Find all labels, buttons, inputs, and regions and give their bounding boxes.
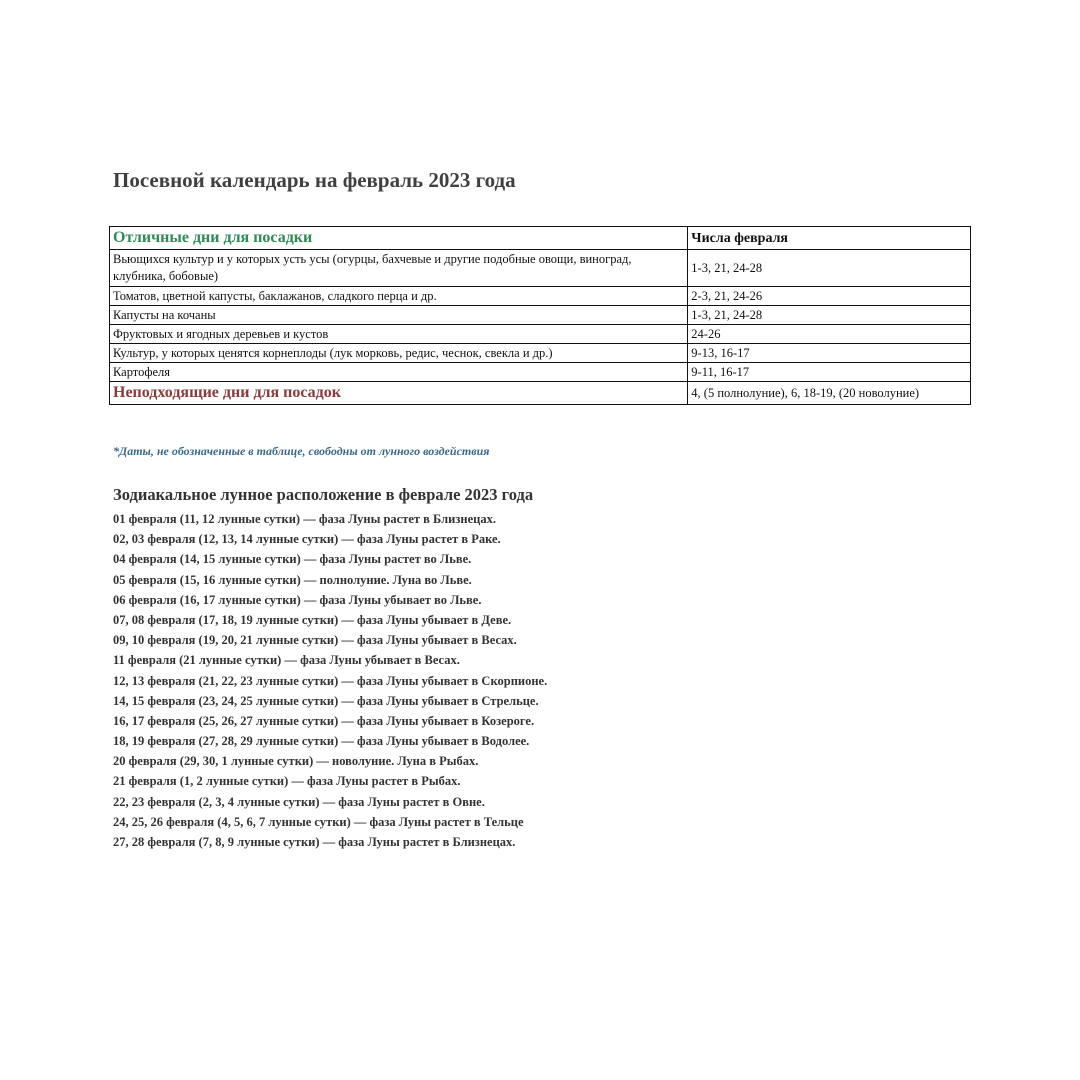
crop-cell: Томатов, цветной капусты, баклажанов, сладкого перца и др. <box>110 287 688 306</box>
table-row <box>110 250 971 287</box>
dates-cell: 1-3, 21, 24-28 <box>688 306 971 325</box>
crop-cell: Культур, у которых ценятся корнеплоды (лук морковь, редис, чеснок, свекла и др.) <box>110 344 688 363</box>
zodiac-section-title: Зодиакальное лунное расположение в феврале 2023 года <box>113 485 534 504</box>
list-item: 21 февраля (1, 2 лунные сутки) — фаза Луны растет в Рыбах. <box>113 774 461 789</box>
list-item: 22, 23 февраля (2, 3, 4 лунные сутки) — фаза Луны растет в Овне. <box>113 794 485 809</box>
table-row <box>110 363 971 382</box>
dates-cell: 2-3, 21, 24-26 <box>688 287 971 306</box>
crop-cell: Фруктовых и ягодных деревьев и кустов <box>110 325 688 344</box>
table-row <box>110 287 971 306</box>
list-item: 11 февраля (21 лунные сутки) — фаза Луны убывает в Весах. <box>113 653 460 668</box>
list-item: 20 февраля (29, 30, 1 лунные сутки) — новолуние. Луна в Рыбах. <box>113 754 479 769</box>
table-row <box>110 344 971 363</box>
sowing-calendar-table <box>109 226 971 405</box>
list-item: 09, 10 февраля (19, 20, 21 лунные сутки) — фаза Луны убывает в Весах. <box>113 633 517 648</box>
list-item: 05 февраля (15, 16 лунные сутки) — полнолуние. Луна во Льве. <box>113 572 472 587</box>
list-item: 04 февраля (14, 15 лунные сутки) — фаза Луны растет во Льве. <box>113 552 472 567</box>
list-item: 01 февраля (11, 12 лунные сутки) — фаза Луны растет в Близнецах. <box>113 512 496 526</box>
crop-cell: Вьющихся культур и у которых усть усы (огурцы, бахчевые и другие подобные овощи, виноград, клубника, бобовые) <box>110 250 688 287</box>
list-item: 27, 28 февраля (7, 8, 9 лунные сутки) — фаза Луны растет в Близнецах. <box>113 835 516 849</box>
table-row <box>110 325 971 344</box>
dates-cell: 9-13, 16-17 <box>688 344 971 363</box>
bad-days-dates-cell: 4, (5 полнолуние), 6, 18-19, (20 новолуние) <box>688 382 971 405</box>
crop-cell: Капусты на кочаны <box>110 306 688 325</box>
list-item: 07, 08 февраля (17, 18, 19 лунные сутки) — фаза Луны убывает в Деве. <box>113 612 512 627</box>
dates-heading-cell <box>688 227 971 250</box>
dates-cell: 9-11, 16-17 <box>688 363 971 382</box>
bad-days-heading: Неподходящие дни для посадок <box>113 384 341 401</box>
list-item: 16, 17 февраля (25, 26, 27 лунные сутки) — фаза Луны убывает в Козероге. <box>113 713 535 728</box>
list-item: 24, 25, 26 февраля (4, 5, 6, 7 лунные сутки) — фаза Луны растет в Тельце <box>113 814 524 829</box>
list-item: 02, 03 февраля (12, 13, 14 лунные сутки) — фаза Луны растет в Раке. <box>113 532 501 547</box>
list-item: 18, 19 февраля (27, 28, 29 лунные сутки) — фаза Луны убывает в Водолее. <box>113 734 530 749</box>
dates-heading: Числа февраля <box>691 230 789 246</box>
list-item: 06 февраля (16, 17 лунные сутки) — фаза Луны убывает во Льве. <box>113 592 482 607</box>
page-title: Посевной календарь на февраль 2023 года <box>113 168 516 192</box>
bad-days-row <box>110 382 971 405</box>
footnote: *Даты, не обозначенные в таблице, свободны от лунного воздействия <box>113 444 490 458</box>
zodiac-list <box>113 509 547 852</box>
crop-cell: Картофеля <box>110 363 688 382</box>
good-days-heading: Отличные дни для посадки <box>113 229 313 246</box>
list-item: 12, 13 февраля (21, 22, 23 лунные сутки) — фаза Луны убывает в Скорпионе. <box>113 673 548 688</box>
dates-cell: 1-3, 21, 24-28 <box>688 250 971 287</box>
dates-cell: 24-26 <box>688 325 971 344</box>
bad-days-heading-cell <box>110 382 688 405</box>
table-row <box>110 306 971 325</box>
table-header-row <box>110 227 971 250</box>
list-item: 14, 15 февраля (23, 24, 25 лунные сутки) — фаза Луны убывает в Стрельце. <box>113 693 539 708</box>
good-days-heading-cell <box>110 227 688 250</box>
